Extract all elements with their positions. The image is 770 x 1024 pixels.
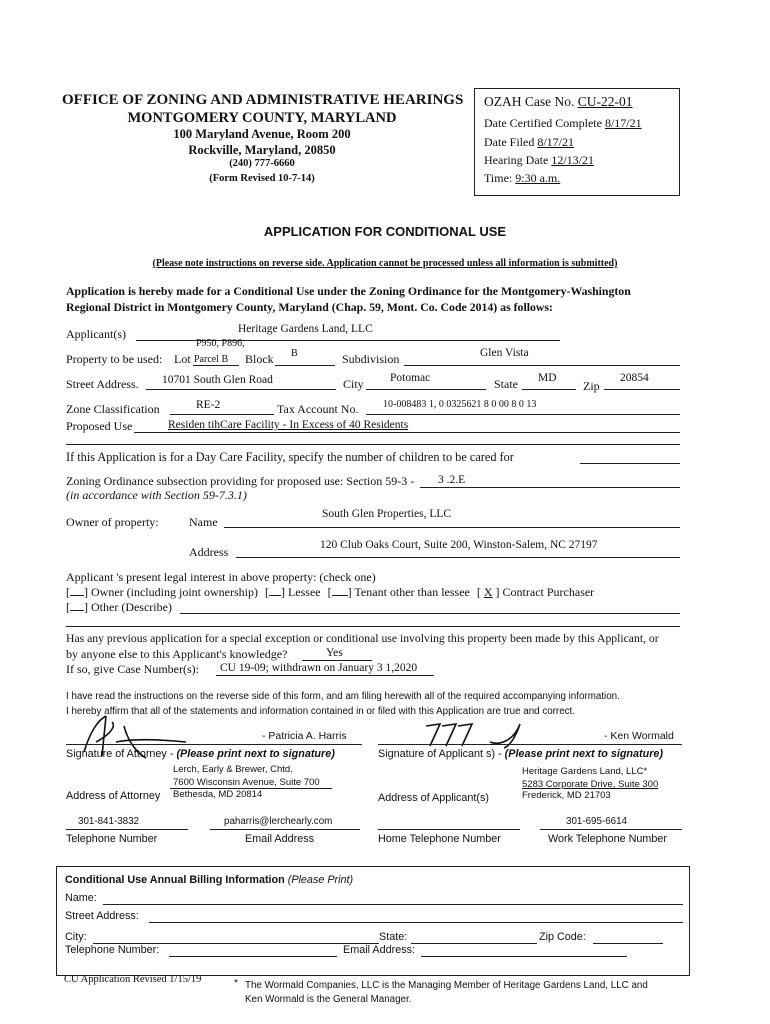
zip-line	[604, 389, 680, 390]
previous-line3-label: If so, give Case Number(s):	[66, 662, 199, 676]
city-value[interactable]: Potomac	[390, 372, 431, 384]
other-checkbox[interactable]: [ ]	[66, 600, 88, 614]
attorney-email-line	[210, 829, 360, 830]
home-phone-line[interactable]	[378, 829, 520, 830]
other-line[interactable]	[180, 613, 680, 614]
billing-city-label: City:	[65, 931, 87, 943]
footer-revised: CU Application Revised 1/15/19	[64, 974, 202, 985]
affirm-line1: I have read the instructions on the reverse side of this form, and am filing herewith all of the required accompanying information.	[66, 691, 620, 702]
billing-street-line[interactable]	[149, 922, 683, 923]
work-phone-line	[540, 829, 682, 830]
property-label: Property to be used:	[66, 352, 163, 366]
zone-value[interactable]: RE-2	[196, 399, 221, 411]
intro-line1: Application is hereby made for a Conditional Use under the Zoning Ordinance for the Montgomery-Washington	[66, 284, 631, 298]
attorney-addr1: Lerch, Early & Brewer, Chtd.	[173, 764, 293, 775]
footer-note-line1: The Wormald Companies, LLC is the Managing Member of Heritage Gardens Land, LLC and	[245, 980, 648, 991]
applicant-sig-label: Signature of Applicant s) -	[378, 748, 502, 760]
previous-line2-value[interactable]: Yes	[326, 647, 343, 659]
attorney-addr2: 7600 Wisconsin Avenue, Suite 700	[173, 777, 320, 788]
lot-label: Lot	[174, 352, 191, 366]
interest-options	[66, 585, 594, 600]
time-label: Time:	[484, 171, 513, 185]
case-no-value: CU-22-01	[577, 94, 633, 109]
tenant-checkbox[interactable]: [ ]	[327, 585, 352, 599]
hearing-date-value: 12/13/21	[551, 153, 594, 167]
date-filed-value: 8/17/21	[537, 135, 574, 149]
subdivision-line	[404, 365, 680, 366]
case-info-box	[474, 88, 680, 196]
billing-zip-line[interactable]	[593, 943, 663, 944]
applicant-sig-instr: (Please print next to signature)	[504, 748, 664, 760]
other-row	[66, 600, 172, 615]
work-phone-label: Work Telephone Number	[548, 833, 668, 845]
office-address1: 100 Maryland Avenue, Room 200	[173, 127, 351, 141]
date-certified-label: Date Certified Complete	[484, 116, 602, 130]
case-no-row	[484, 94, 633, 110]
billing-title-note: (Please Print)	[287, 874, 354, 886]
applicant-addr2: 5283 Corporate Drive, Suite 300	[522, 779, 659, 790]
proposed-use-line	[134, 432, 680, 433]
billing-title: Conditional Use Annual Billing Information	[65, 874, 285, 886]
applicant-addr3: Frederick, MD 21703	[522, 790, 611, 801]
applicant-sig-line	[378, 744, 682, 745]
time-value: 9:30 a.m.	[515, 171, 561, 185]
owner-address-value[interactable]: 120 Club Oaks Court, Suite 200, Winston-Salem, NC 27197	[320, 539, 598, 551]
contract-checkbox[interactable]: [ X ]	[476, 585, 500, 599]
applicant-value[interactable]: Heritage Gardens Land, LLC	[238, 323, 373, 335]
form-notice: (Please note instructions on reverse side. Application cannot be processed unless all information is submitted)	[152, 258, 618, 269]
billing-state-label: State:	[379, 931, 408, 943]
billing-title-row	[65, 874, 353, 886]
attorney-addr3: Bethesda, MD 20814	[173, 789, 263, 800]
billing-street-label: Street Address:	[65, 910, 139, 922]
contract-option: Contract Purchaser	[502, 585, 595, 599]
state-line	[522, 389, 576, 390]
subdivision-label: Subdivision	[342, 352, 400, 366]
office-address2: Rockville, Maryland, 20850	[188, 143, 336, 157]
intro-line2: Regional District in Montgomery County, Maryland (Chap. 59, Mont. Co. Code 2014) as follows:	[66, 300, 553, 314]
attorney-email[interactable]: paharris@lerchearly.com	[224, 816, 333, 827]
time-row	[484, 171, 560, 186]
lot-value[interactable]: Parcel B	[194, 354, 229, 365]
office-county: MONTGOMERY COUNTY, MARYLAND	[127, 110, 397, 126]
owner-name-line	[224, 527, 680, 528]
billing-state-line[interactable]	[411, 943, 537, 944]
attorney-sig-instr: (Please print next to signature)	[176, 748, 335, 760]
lot-line	[193, 365, 239, 366]
owner-label: Owner of property:	[66, 515, 159, 529]
other-line2	[66, 626, 680, 627]
owner-address-line	[236, 557, 680, 558]
zoning-sub-note: (in accordance with Section 59-7.3.1)	[66, 488, 247, 502]
billing-zip-label: Zip Code:	[539, 931, 586, 943]
zip-value[interactable]: 20854	[620, 372, 649, 384]
date-filed-row	[484, 135, 574, 150]
other-option: Other (Describe)	[91, 600, 172, 614]
work-phone[interactable]: 301-695-6614	[566, 816, 628, 827]
date-filed-label: Date Filed	[484, 135, 535, 149]
attorney-email-label: Email Address	[245, 833, 315, 845]
applicant-sig-caption	[378, 748, 663, 760]
previous-line1: Has any previous application for a special exception or conditional use involving this property been made by this Applicant, or	[66, 632, 659, 645]
city-line	[366, 389, 486, 390]
office-name: OFFICE OF ZONING AND ADMINISTRATIVE HEARINGS	[62, 92, 464, 108]
block-line	[275, 365, 335, 366]
previous-line2-label: by anyone else to this Applicant's knowledge?	[66, 647, 288, 661]
billing-name-label: Name:	[65, 892, 97, 904]
proposed-use-line2	[66, 444, 680, 445]
zip-label: Zip	[583, 379, 600, 393]
tax-line	[366, 414, 680, 415]
applicant-addr-label: Address of Applicant(s)	[378, 792, 490, 804]
attorney-printed-name: - Patricia A. Harris	[262, 730, 347, 742]
lessee-option: Lessee	[287, 585, 321, 599]
billing-box	[56, 866, 690, 976]
date-certified-row	[484, 116, 642, 131]
billing-email-label: Email Address:	[343, 944, 416, 956]
billing-phone-label: Telephone Number:	[65, 944, 160, 956]
billing-name-line[interactable]	[103, 904, 683, 905]
applicant-label: Applicant(s)	[66, 327, 126, 341]
attorney-phone-line	[66, 829, 188, 830]
form-revised: (Form Revised 10-7-14)	[209, 173, 315, 184]
owner-checkbox[interactable]: [ ]	[66, 585, 88, 599]
applicant-addr1: Heritage Gardens Land, LLC*	[522, 766, 648, 777]
attorney-addr-label: Address of Attorney	[66, 790, 161, 802]
hearing-date-row	[484, 153, 594, 168]
owner-name-label: Name	[189, 515, 218, 529]
block-value[interactable]: B	[291, 348, 298, 359]
street-label: Street Address.	[66, 377, 139, 391]
state-label: State	[494, 377, 518, 391]
lessee-checkbox[interactable]: [ ]	[264, 585, 285, 599]
zoning-sub-label: Zoning Ordinance subsection providing for proposed use: Section 59-3 -	[66, 474, 415, 488]
zone-label: Zone Classification	[66, 402, 160, 416]
date-certified-value: 8/17/21	[604, 116, 642, 130]
attorney-sig-caption	[66, 748, 335, 760]
interest-label: Applicant 's present legal interest in above property: (check one)	[66, 570, 376, 584]
block-label: Block	[245, 352, 274, 366]
day-care-line[interactable]	[580, 463, 680, 464]
previous-line3-line	[216, 675, 434, 676]
contract-mark: X	[483, 585, 493, 599]
hearing-date-label: Hearing Date	[484, 153, 549, 167]
attorney-sig-label: Signature of Attorney -	[66, 748, 174, 760]
footer-asterisk: *	[234, 978, 238, 989]
owner-name-value[interactable]: South Glen Properties, LLC	[322, 508, 452, 520]
office-phone: (240) 777-6660	[229, 158, 295, 169]
street-value[interactable]: 10701 South Glen Road	[162, 374, 273, 386]
zoning-sub-line	[420, 487, 680, 488]
proposed-use-label: Proposed Use	[66, 419, 133, 433]
state-value[interactable]: MD	[538, 372, 557, 384]
street-line	[146, 389, 336, 390]
tax-value[interactable]: 10-008483 1, 0 0325621 8 0 00 8 0 13	[383, 399, 537, 410]
form-title: APPLICATION FOR CONDITIONAL USE	[263, 224, 507, 239]
tax-label: Tax Account No.	[277, 402, 359, 416]
billing-phone-line[interactable]	[169, 956, 337, 957]
city-label: City	[343, 377, 364, 391]
zone-line	[170, 414, 274, 415]
tenant-option: Tenant other than lessee	[354, 585, 470, 599]
attorney-sig-line	[66, 744, 362, 745]
billing-email-line[interactable]	[421, 956, 627, 957]
case-no-label: OZAH Case No.	[484, 94, 575, 109]
previous-line3-value[interactable]: CU 19-09; withdrawn on January 3 1,2020	[220, 662, 418, 674]
applicant-signature	[420, 716, 540, 752]
owner-option: Owner (including joint ownership)	[91, 585, 258, 599]
home-phone-label: Home Telephone Number	[378, 833, 501, 845]
attorney-phone[interactable]: 301-841-3832	[78, 816, 140, 827]
previous-line2-line	[302, 660, 372, 661]
lot-value-top: P950, P896,	[196, 338, 245, 349]
proposed-use-value[interactable]: Residen tihCare Facility - In Excess of 40 Residents	[168, 419, 409, 431]
footer-note-line2: Ken Wormald is the General Manager.	[245, 994, 412, 1005]
subdivision-value[interactable]: Glen Vista	[480, 347, 529, 359]
attorney-phone-label: Telephone Number	[66, 833, 158, 845]
day-care-label: If this Application is for a Day Care Facility, specify the number of children to be cared for	[66, 450, 514, 464]
zoning-sub-value[interactable]: 3 .2.E	[438, 474, 466, 486]
owner-address-label: Address	[189, 545, 229, 559]
applicant-printed-name: - Ken Wormald	[604, 730, 674, 742]
affirm-line2: I hereby affirm that all of the statements and information contained in or filed with this Application are true and correct.	[66, 706, 575, 717]
